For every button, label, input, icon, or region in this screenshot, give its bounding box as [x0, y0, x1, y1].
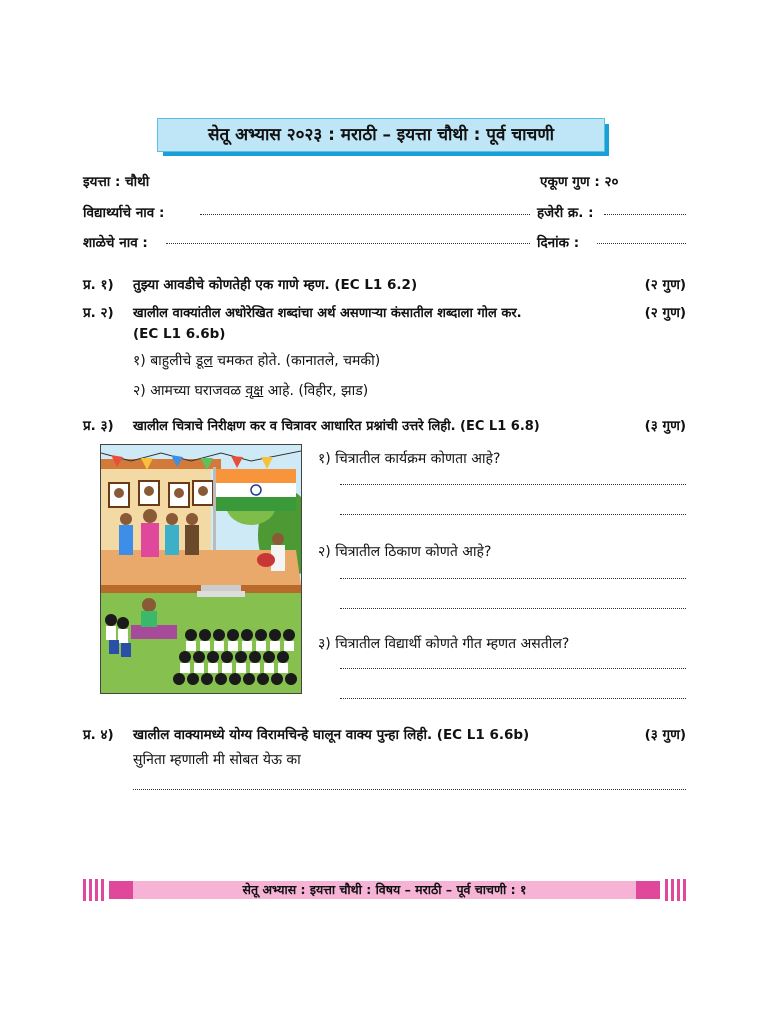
date-label: दिनांक :: [537, 235, 580, 251]
footer-stripe: [89, 879, 92, 901]
question-2-number: प्र. २): [83, 305, 114, 321]
question-3-marks: (३ गुण): [644, 418, 686, 434]
footer-stripe: [83, 879, 86, 901]
item-1-pre: १) बाहुलीचे: [133, 353, 196, 369]
question-3-text: खालील चित्राचे निरीक्षण कर व चित्रावर आधारित प्रश्नांची उत्तरे लिही. (EC L1 6.8): [133, 419, 540, 434]
page-footer: [83, 879, 686, 901]
footer-block: [636, 881, 660, 899]
question-3-sub-1: १) चित्रातील कार्यक्रम कोणता आहे?: [318, 451, 501, 467]
footer-stripe: [95, 879, 98, 901]
answer-line-1b[interactable]: [340, 514, 686, 515]
question-2-item-2: [133, 381, 368, 400]
question-1-number: प्र. १): [83, 277, 114, 293]
roll-number-field[interactable]: [604, 214, 686, 215]
student-name-field[interactable]: [200, 214, 530, 215]
question-4-number: प्र. ४): [83, 727, 114, 743]
question-4-marks: (३ गुण): [644, 727, 686, 743]
question-2-text: खालील वाक्यांतील अधोरेखित शब्दांचा अर्थ असणाऱ्या कंसातील शब्दाला गोल कर.: [133, 306, 522, 321]
footer-text: सेतू अभ्यास : इयत्ता चौथी : विषय – मराठी – पूर्व चाचणी : १: [242, 882, 527, 897]
title-banner: [157, 118, 613, 156]
question-4-text: खालील वाक्यामध्ये योग्य विरामचिन्हे घालून वाक्य पुन्हा लिही. (EC L1 6.6b): [133, 727, 530, 743]
footer-stripe: [665, 879, 668, 901]
flag-hoisting-illustration: [100, 444, 302, 694]
school-name-field[interactable]: [166, 243, 530, 244]
class-label: इयत्ता : चौथी: [83, 174, 150, 190]
item-1-post: चमकत होते. (कानातले, चमकी): [212, 353, 381, 369]
footer-stripe: [677, 879, 680, 901]
question-2-code: (EC L1 6.6b): [133, 326, 226, 342]
page-title: सेतू अभ्यास २०२३ : मराठी – इयत्ता चौथी : पूर्व चाचणी: [157, 118, 605, 152]
item-2-pre: २) आमच्या घराजवळ: [133, 383, 246, 399]
answer-line-q4[interactable]: [133, 789, 686, 790]
item-1-underlined: डूल: [195, 353, 213, 369]
footer-stripe: [671, 879, 674, 901]
question-1-text: तुझ्या आवडीचे कोणतेही एक गाणे म्हण. (EC L1 6.2): [133, 277, 418, 293]
question-2-item-1: [133, 351, 380, 370]
footer-block: [109, 881, 133, 899]
question-3-sub-3: ३) चित्रातील विद्यार्थी कोणते गीत म्हणत असतील?: [318, 636, 570, 652]
student-name-label: विद्यार्थ्याचे नाव :: [83, 205, 165, 221]
question-4-sentence: सुनिता म्हणाली मी सोबत येऊ का: [133, 752, 301, 768]
footer-stripe: [101, 879, 104, 901]
item-2-post: आहे. (विहीर, झाड): [263, 383, 369, 399]
footer-stripe: [683, 879, 686, 901]
school-name-label: शाळेचे नाव :: [83, 235, 148, 251]
question-3-sub-2: २) चित्रातील ठिकाण कोणते आहे?: [318, 544, 492, 560]
question-3-number: प्र. ३): [83, 418, 114, 434]
roll-number-label: हजेरी क्र. :: [537, 205, 594, 221]
answer-line-2b[interactable]: [340, 608, 686, 609]
item-2-underlined: वृक्ष: [245, 383, 264, 399]
answer-line-3b[interactable]: [340, 698, 686, 699]
answer-line-2a[interactable]: [340, 578, 686, 579]
question-2-marks: (२ गुण): [644, 305, 686, 321]
total-marks: एकूण गुण : २०: [540, 174, 619, 190]
answer-line-3a[interactable]: [340, 668, 686, 669]
answer-line-1a[interactable]: [340, 484, 686, 485]
date-field[interactable]: [597, 243, 686, 244]
question-1-marks: (२ गुण): [644, 277, 686, 293]
illustration-svg: [101, 445, 301, 693]
